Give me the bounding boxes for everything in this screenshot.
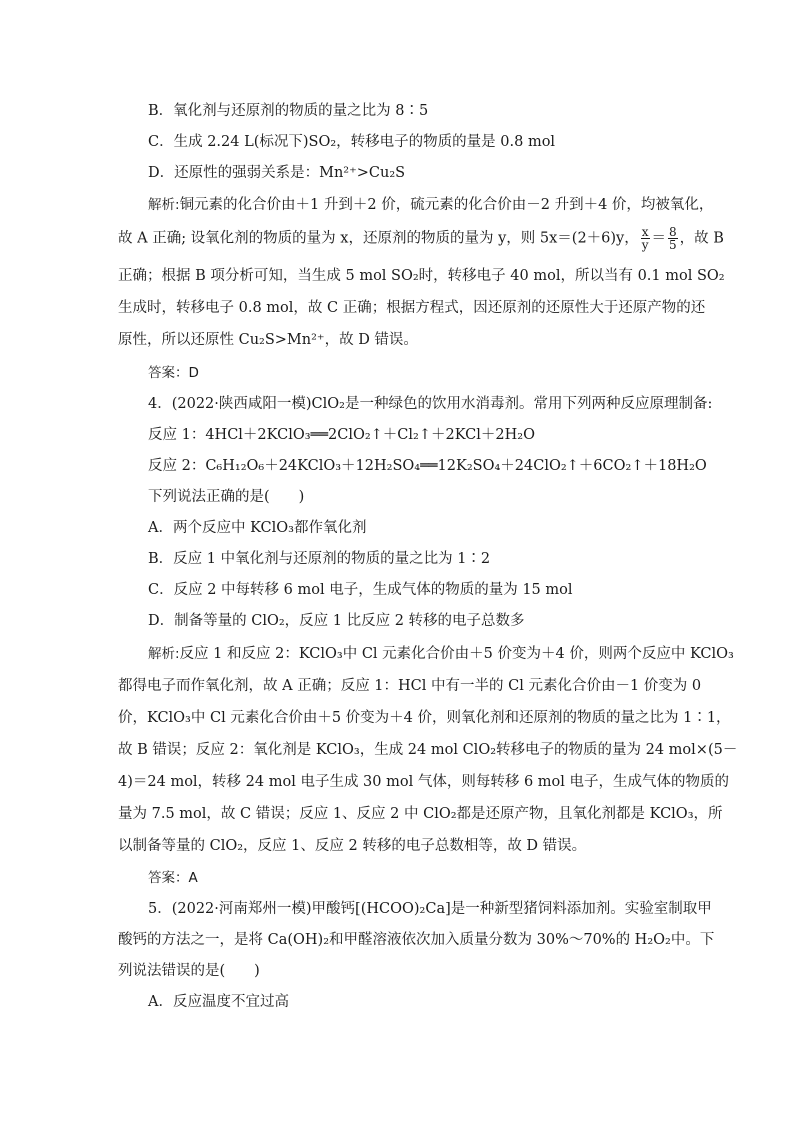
q5-stem-line-1: 5．(2022·河南郑州一模)甲酸钙[(HCOO)₂Ca]是一种新型猪饲料添加剂。实验室制取甲 xyxy=(148,901,712,917)
q3-analysis-line-5: 原性，所以还原性 Cu₂S>Mn²⁺，故 D 错误。 xyxy=(118,332,418,348)
q3-option-c: C．生成 2.24 L(标况下)SO₂，转移电子的物质的量是 0.8 mol xyxy=(148,134,556,150)
q5-option-a: A．反应温度不宜过高 xyxy=(148,994,289,1010)
q4-analysis-line-2: 都得电子而作氧化剂，故 A 正确；反应 1：HCl 中有一半的 Cl 元素化合价由－1 价变为 0 xyxy=(118,678,702,694)
q4-option-a: A．两个反应中 KClO₃都作氧化剂 xyxy=(148,520,367,536)
q4-analysis-line-5: 4)＝24 mol，转移 24 mol 电子生成 30 mol 气体，则每转移 6 mol 电子，生成气体的物质的 xyxy=(118,774,730,790)
q4-analysis-line-1: 解析:反应 1 和反应 2：KClO₃中 Cl 元素化合价由＋5 价变为＋4 价，则两个反应中 KClO₃ xyxy=(148,646,734,662)
q3-analysis-line-4: 生成时，转移电子 0.8 mol，故 C 正确；根据方程式，因还原剂的还原性大于还原产物的还 xyxy=(118,300,706,316)
fraction-8-over-5: $\frac{8}{5}$ xyxy=(669,225,677,252)
q4-analysis-line-6: 量为 7.5 mol，故 C 错误；反应 1、反应 2 中 ClO₂都是还原产物，且氧化剂都是 KClO₃，所 xyxy=(118,806,723,822)
q4-answer: 答案：A xyxy=(148,870,198,886)
q3-option-d: D．还原性的强弱关系是：Mn²⁺>Cu₂S xyxy=(148,165,406,181)
q4-reaction-1: 反应 1：4HCl＋2KClO₃══2ClO₂↑＋Cl₂↑＋2KCl＋2H₂O xyxy=(148,427,535,443)
q3-option-b: B．氧化剂与还原剂的物质的量之比为 8∶5 xyxy=(148,103,429,119)
q4-option-c: C．反应 2 中每转移 6 mol 电子，生成气体的物质的量为 15 mol xyxy=(148,582,573,598)
q3-analysis-line-3: 正确；根据 B 项分析可知，当生成 5 mol SO₂时，转移电子 40 mol，所以当有 0.1 mol SO₂ xyxy=(118,268,725,284)
q4-option-b: B．反应 1 中氧化剂与还原剂的物质的量之比为 1∶2 xyxy=(148,551,491,567)
analysis-label: 解析: xyxy=(148,197,180,213)
q5-stem-line-2: 酸钙的方法之一，是将 Ca(OH)₂和甲醛溶液依次加入质量分数为 30%～70%的 H₂O₂中。下 xyxy=(118,932,715,948)
q3-answer: 答案：D xyxy=(148,365,199,381)
q3-analysis-line-2: 故 A 正确; 设氧化剂的物质的量为 x，还原剂的物质的量为 y，则 5x＝(2＋6)y， $\frac{x}{y}$ ＝ $\frac{8}{5}$ ，故 B xyxy=(118,225,724,252)
q4-reaction-2: 反应 2：C₆H₁₂O₆＋24KClO₃＋12H₂SO₄══12K₂SO₄＋24ClO₂↑＋6CO₂↑＋18H₂O xyxy=(148,458,707,474)
fraction-x-over-y: $\frac{x}{y}$ xyxy=(641,225,649,252)
q5-stem-line-3: 列说法错误的是( ) xyxy=(118,963,260,979)
q4-option-d: D．制备等量的 ClO₂，反应 1 比反应 2 转移的电子总数多 xyxy=(148,613,525,629)
q4-question: 下列说法正确的是( ) xyxy=(148,489,305,505)
q4-analysis-line-4: 故 B 错误；反应 2：氧化剂是 KClO₃，生成 24 mol ClO₂转移电子的物质的量为 24 mol×(5－ xyxy=(118,742,738,758)
q3-analysis-line-1: 解析:铜元素的化合价由＋1 升到＋2 价，硫元素的化合价由－2 升到＋4 价，均被氧化， xyxy=(148,197,714,213)
analysis-label: 解析: xyxy=(148,646,180,662)
q4-stem: 4．(2022·陕西咸阳一模)ClO₂是一种绿色的饮用水消毒剂。常用下列两种反应原理制备: xyxy=(148,396,713,412)
q4-analysis-line-3: 价，KClO₃中 Cl 元素化合价由＋5 价变为＋4 价，则氧化剂和还原剂的物质的量之比为 1∶1， xyxy=(118,710,731,726)
q4-analysis-line-7: 以制备等量的 ClO₂，反应 1、反应 2 转移的电子总数相等，故 D 错误。 xyxy=(118,838,587,854)
